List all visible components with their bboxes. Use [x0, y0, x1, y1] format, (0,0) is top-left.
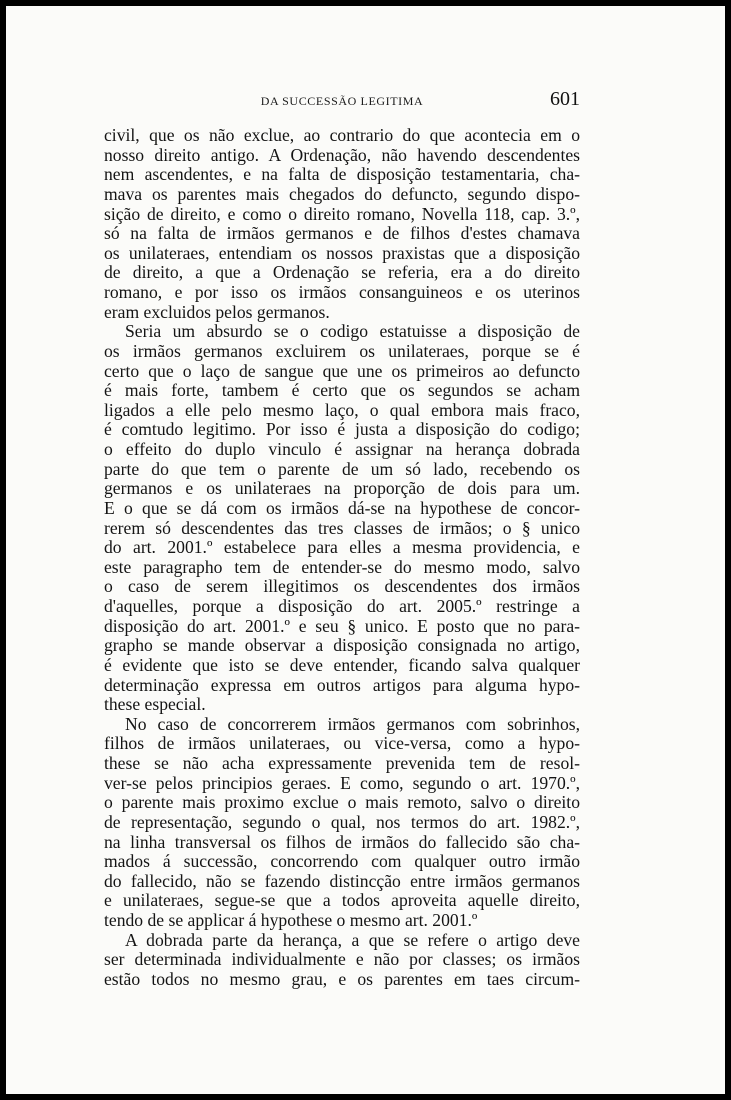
text-line: grapho se mande observar a disposição consignada no artigo, — [104, 635, 580, 656]
text-line: d'aquelles, porque a disposição do art. 2005.º restringe a — [104, 596, 580, 616]
text-line: Seria um absurdo se o codigo estatuisse a disposição de — [125, 321, 580, 342]
text-line: nem ascendentes, e na falta de disposição testamentaria, cha- — [104, 164, 580, 185]
header-title: DA SUCCESSÃO LEGITIMA — [260, 94, 424, 108]
text-line: mados á successão, concorrendo com qualquer outro irmão — [104, 851, 580, 872]
text-line: é comtudo legitimo. Por isso é justa a disposição do codigo; — [104, 419, 580, 440]
text-line: é mais forte, tambem é certo que os segundos se acham — [104, 380, 580, 401]
text-line: E o que se dá com os irmãos dá-se na hypothese de concor- — [104, 497, 580, 518]
text-line: disposição do art. 2001.º e seu § unico. E posto que no para- — [104, 615, 580, 636]
text-line: o effeito do duplo vinculo é assignar na herança dobrada — [104, 439, 580, 459]
text-line: ser determinada individualmente e não por classes; os irmãos — [104, 949, 580, 970]
text-line: romano, e por isso os irmãos consanguineos e os uterinos — [104, 282, 580, 302]
text-line: mava os parentes mais chegados do defuncto, segundo dispo- — [104, 183, 580, 204]
text-line: ligados a elle pelo mesmo laço, o qual embora mais fraco, — [104, 399, 580, 420]
body-text — [104, 126, 580, 990]
text-line: de representação, segundo o qual, nos termos do art. 1982.º, — [104, 811, 580, 832]
text-line: o caso de serem illegitimos os descendentes dos irmãos — [104, 576, 580, 597]
text-line: este paragrapho tem de entender-se do mesmo modo, salvo — [104, 556, 580, 577]
text-line: os irmãos germanos excluirem os unilateraes, porque se é — [104, 340, 580, 361]
text-line: tendo de se applicar á hypothese o mesmo art. 2001.º — [104, 910, 478, 930]
text-line: determinação expressa em outros artigos para alguma hypo- — [104, 674, 580, 695]
text-line: ver-se pelos principios geraes. E como, segundo o art. 1970.º, — [104, 772, 580, 793]
text-line: e unilateraes, segue-se que a todos aproveita aquelle direito, — [104, 890, 580, 911]
text-line: No caso de concorrerem irmãos germanos com sobrinhos, — [125, 713, 580, 734]
text-line: de direito, a que a Ordenação se referia, era a do direito — [104, 262, 580, 283]
text-line: filhos de irmãos unilateraes, ou vice-versa, como a hypo- — [104, 733, 580, 754]
text-line: eram excluidos pelos germanos. — [104, 301, 330, 322]
text-line: parte do que tem o parente de um só lado, recebendo os — [104, 458, 580, 479]
text-line: estão todos no mesmo grau, e os parentes em taes circum- — [104, 968, 580, 989]
text-line: na linha transversal os filhos de irmãos do fallecido são cha- — [104, 831, 580, 852]
text-line: só na falta de irmãos germanos e de filhos d'estes chamava — [104, 223, 580, 244]
text-line: these especial. — [104, 694, 206, 715]
text-line: nosso direito antigo. A Ordenação, não havendo descendentes — [104, 144, 580, 165]
text-line: os unilateraes, entendiam os nossos praxistas que a disposição — [104, 242, 580, 263]
text-line: these se não acha expressamente prevenida tem de resol- — [104, 753, 580, 773]
page-number: 601 — [550, 88, 580, 110]
text-line: A dobrada parte da herança, a que se refere o artigo deve — [125, 929, 580, 950]
running-head — [104, 88, 580, 112]
text-line: civil, que os não exclue, ao contrario do que acontecia em o — [104, 125, 580, 145]
text-line: germanos e os unilateraes na proporção de dois para um. — [104, 478, 580, 499]
text-line: rerem só descendentes das tres classes de irmãos; o § unico — [104, 517, 580, 538]
text-line: o parente mais proximo exclue o mais remoto, salvo o direito — [104, 792, 580, 813]
text-line: certo que o laço de sangue que une os primeiros ao defuncto — [104, 360, 580, 381]
text-line: sição de direito, e como o direito romano, Novella 118, cap. 3.º, — [104, 203, 580, 224]
text-line: é evidente que isto se deve entender, ficando salva qualquer — [104, 654, 580, 675]
book-page — [6, 6, 725, 1094]
text-line: do art. 2001.º estabelece para elles a mesma providencia, e — [104, 537, 580, 558]
text-line: do fallecido, não se fazendo distincção entre irmãos germanos — [104, 870, 580, 891]
